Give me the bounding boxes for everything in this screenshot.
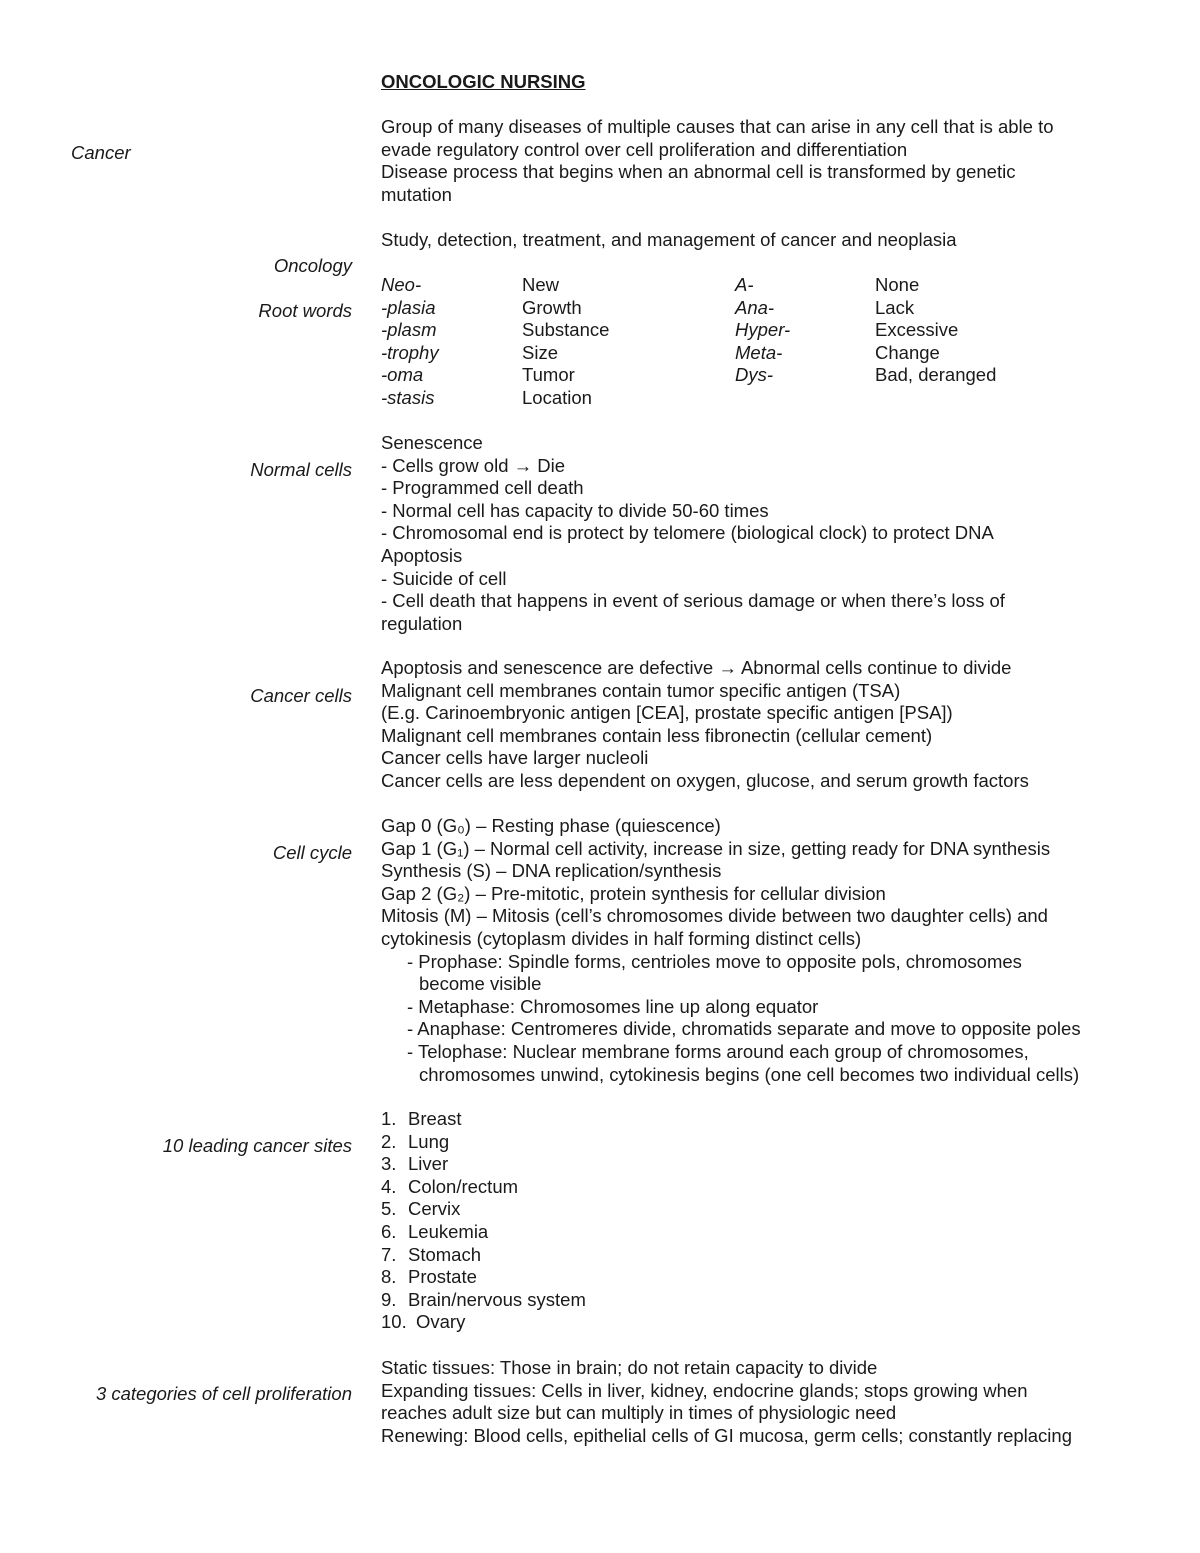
normal-cells-line: - Normal cell has capacity to divide 50-60 times xyxy=(381,499,769,521)
mitosis-phase-line: - Anaphase: Centromeres divide, chromatids separate and move to opposite poles xyxy=(407,1018,1081,1040)
section-cell-cycle xyxy=(381,815,1141,1086)
proliferation-line: Renewing: Blood cells, epithelial cells of GI mucosa, germ cells; constantly replacing xyxy=(381,1424,1072,1446)
normal-cells-line: - Suicide of cell xyxy=(381,567,507,589)
list-number: 7. xyxy=(381,1243,397,1265)
normal-cells-line: - Chromosomal end is protect by telomere (biological clock) to protect DNA xyxy=(381,522,994,544)
root-meaning: Lack xyxy=(875,296,915,318)
list-item xyxy=(381,1108,1141,1131)
normal-cells-line: Senescence xyxy=(381,432,483,453)
label-normal-cells: Normal cells xyxy=(250,459,352,480)
root-prefix: -stasis xyxy=(381,387,435,408)
root-prefix: A- xyxy=(735,274,754,295)
proliferation-line: Expanding tissues: Cells in liver, kidney, endocrine glands; stops growing when xyxy=(381,1379,1028,1401)
site-name: Leukemia xyxy=(408,1220,489,1242)
site-name: Stomach xyxy=(408,1243,482,1265)
list-item xyxy=(381,1289,1141,1312)
root-meaning: Excessive xyxy=(875,319,959,341)
cancer-line: Group of many diseases of multiple causes that can arise in any cell that is able to xyxy=(381,116,1054,137)
root-meaning: Bad, deranged xyxy=(875,364,997,386)
section-leading-sites xyxy=(381,1108,1141,1334)
label-root-words: Root words xyxy=(258,300,352,321)
root-prefix: -plasia xyxy=(381,296,436,318)
root-prefix: -plasm xyxy=(381,319,437,341)
normal-cells-line: regulation xyxy=(381,612,463,634)
section-cancer xyxy=(381,116,1141,206)
mitosis-phase-line: - Prophase: Spindle forms, centrioles move to opposite pols, chromosomes xyxy=(407,950,1022,972)
label-leading-sites: 10 leading cancer sites xyxy=(162,1135,352,1156)
root-meaning: Tumor xyxy=(522,364,575,386)
mitosis-phase-line: become visible xyxy=(419,973,542,995)
cancer-cells-line: (E.g. Carinoembryonic antigen [CEA], prostate specific antigen [PSA]) xyxy=(381,702,953,724)
root-prefix: -trophy xyxy=(381,341,439,363)
cancer-cells-line: Malignant cell membranes contain tumor specific antigen (TSA) xyxy=(381,679,901,701)
label-cancer-cells: Cancer cells xyxy=(250,685,352,706)
mitosis-phase-line: - Metaphase: Chromosomes line up along equator xyxy=(407,995,819,1017)
list-number: 3. xyxy=(381,1153,397,1175)
list-number: 4. xyxy=(381,1175,397,1197)
section-normal-cells xyxy=(381,432,1141,635)
cancer-cells-line: Cancer cells have larger nucleoli xyxy=(381,747,649,769)
cancer-line: Disease process that begins when an abnormal cell is transformed by genetic xyxy=(381,161,1016,183)
root-prefix: Ana- xyxy=(735,296,775,318)
section-oncology xyxy=(381,229,1141,252)
root-prefix: Neo- xyxy=(381,274,422,295)
normal-cells-line: - Cell death that happens in event of serious damage or when there’s loss of xyxy=(381,590,1005,612)
list-item xyxy=(381,1244,1141,1267)
section-cancer-cells xyxy=(381,657,1141,793)
mitosis-phase-line: - Telophase: Nuclear membrane forms around each group of chromosomes, xyxy=(407,1040,1029,1062)
root-meaning: Size xyxy=(522,341,558,363)
list-item xyxy=(381,1221,1141,1244)
document-title: ONCOLOGIC NURSING xyxy=(381,71,586,92)
root-meaning: Growth xyxy=(522,296,582,318)
root-meaning: New xyxy=(522,274,560,295)
list-item xyxy=(381,1153,1141,1176)
label-oncology: Oncology xyxy=(273,255,352,276)
cancer-cells-line: Apoptosis and senescence are defective → Abnormal cells continue to divide xyxy=(381,657,1012,678)
list-number: 9. xyxy=(381,1288,397,1310)
cell-cycle-line: Gap 0 (G₀) – Resting phase (quiescence) xyxy=(381,815,721,836)
cancer-line: mutation xyxy=(381,183,452,205)
root-prefix: -oma xyxy=(381,364,424,386)
list-number: 6. xyxy=(381,1220,397,1242)
site-name: Prostate xyxy=(408,1266,477,1288)
root-meaning: Location xyxy=(522,387,592,408)
site-name: Breast xyxy=(408,1108,462,1129)
mitosis-phase-line: chromosomes unwind, cytokinesis begins (one cell becomes two individual cells) xyxy=(419,1063,1080,1085)
site-name: Colon/rectum xyxy=(408,1175,519,1197)
site-name: Cervix xyxy=(408,1198,461,1220)
cell-cycle-line: Gap 2 (G₂) – Pre-mitotic, protein synthesis for cellular division xyxy=(381,882,886,904)
proliferation-line: reaches adult size but can multiply in times of physiologic need xyxy=(381,1402,897,1424)
cell-cycle-line: Mitosis (M) – Mitosis (cell’s chromosomes divide between two daughter cells) and xyxy=(381,905,1048,927)
list-number: 2. xyxy=(381,1130,397,1152)
list-item xyxy=(381,1176,1141,1199)
normal-cells-line: - Programmed cell death xyxy=(381,477,584,499)
root-prefix: Dys- xyxy=(735,364,774,386)
cancer-cells-line: Malignant cell membranes contain less fibronectin (cellular cement) xyxy=(381,724,933,746)
label-cell-cycle: Cell cycle xyxy=(272,842,352,863)
root-meaning: Change xyxy=(875,341,940,363)
label-cancer: Cancer xyxy=(71,142,131,163)
list-item xyxy=(381,1266,1141,1289)
root-prefix: Meta- xyxy=(735,341,783,363)
root-prefix: Hyper- xyxy=(735,319,791,341)
list-number: 10. xyxy=(381,1311,407,1333)
cell-cycle-line: cytokinesis (cytoplasm divides in half forming distinct cells) xyxy=(381,927,862,949)
document-title-block xyxy=(381,71,1141,94)
root-meaning: Substance xyxy=(522,319,610,341)
site-name: Liver xyxy=(408,1153,449,1175)
root-meaning: None xyxy=(875,274,920,295)
cell-cycle-line: Gap 1 (G₁) – Normal cell activity, increase in size, getting ready for DNA synthesis xyxy=(381,837,1051,859)
site-name: Ovary xyxy=(416,1311,466,1333)
oncology-definition: Study, detection, treatment, and management of cancer and neoplasia xyxy=(381,229,957,250)
site-name: Lung xyxy=(408,1130,450,1152)
normal-cells-line: Apoptosis xyxy=(381,544,463,566)
site-name: Brain/nervous system xyxy=(408,1288,586,1310)
list-number: 5. xyxy=(381,1198,397,1220)
cancer-line: evade regulatory control over cell proliferation and differentiation xyxy=(381,138,908,160)
list-item xyxy=(381,1131,1141,1154)
section-proliferation xyxy=(381,1357,1141,1447)
cancer-cells-line: Cancer cells are less dependent on oxygen, glucose, and serum growth factors xyxy=(381,769,1029,791)
list-item xyxy=(381,1311,1141,1334)
proliferation-line: Static tissues: Those in brain; do not retain capacity to divide xyxy=(381,1357,878,1378)
cell-cycle-line: Synthesis (S) – DNA replication/synthesis xyxy=(381,860,722,882)
list-number: 1. xyxy=(381,1108,397,1129)
label-proliferation: 3 categories of cell proliferation xyxy=(95,1383,352,1404)
normal-cells-line: - Cells grow old → Die xyxy=(381,454,566,476)
list-item xyxy=(381,1198,1141,1221)
list-number: 8. xyxy=(381,1266,397,1288)
